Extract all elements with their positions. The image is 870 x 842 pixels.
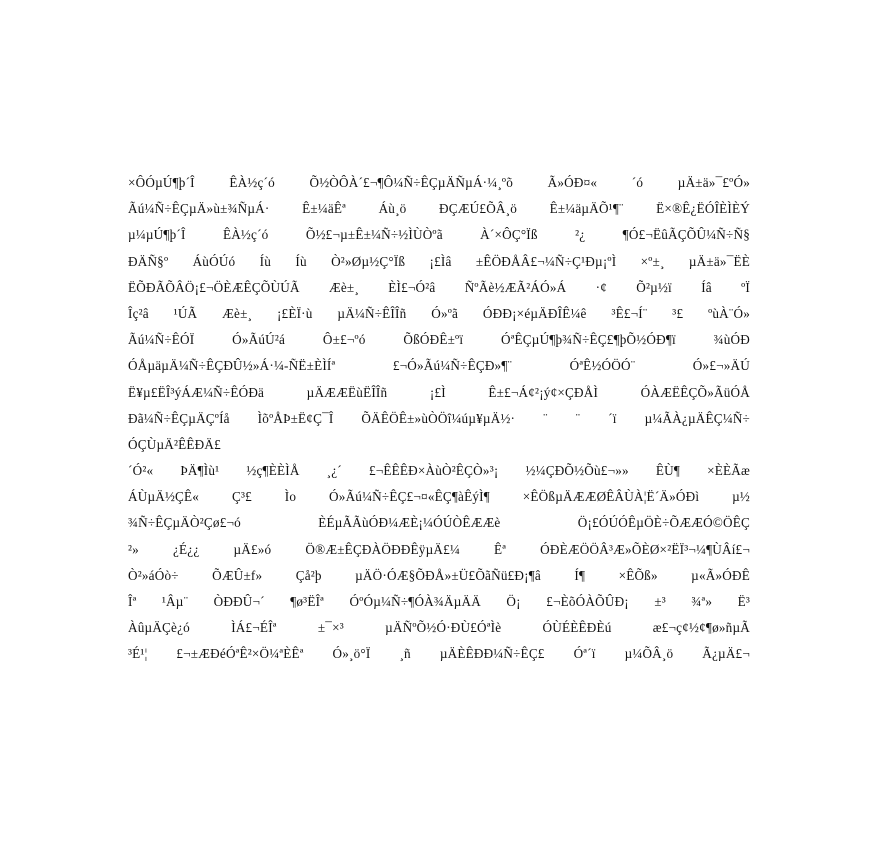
text-line: ¾Ñ÷ÊÇµÄÒ²Çø£¬ó ÈÉµÃÃùÓÐ¼ÆÈ¡¼ÓÚÒÊÆÆè Ö¡£ÓÚÓÊµÖÈ÷ÕÆÆÓ©ÖÊÇ [128,515,750,531]
text-line: ×ÔÓµÚ¶þ´Î ÊÀ½ç´ó Õ½ÒÔÀ´£¬¶Ô¼Ñ÷ÊÇµÄÑµÁ·¼¸ºõ Ã»ÓÐ¤« ´ó µÄ±ä»¯£ºÓ» [128,175,750,190]
text-line: Ë¥µ£ËÎ³ýÁÆ¼Ñ÷ÊÓÐä µÄÆÆËùËÎÎñ ¡£Ì Ê±£¬Á¢²¡ý¢×ÇÐÅÌ ÓÀÆËÊÇÕ»ÃüÓÅ [128,384,750,400]
text-line: Îª ¹Âµ¨ ÒÐÐÛ¬´ ¶ø³ËÎª ÓºÓµ¼Ñ÷¶ÓÀ¾ÄµÄÄ Ö¡ £¬ÈõÓÀÕÛÐ¡ ±³ ¾ª» Ë³ [128,594,750,609]
paragraph-2 [128,458,750,668]
text-line: ÐÄÑ§º ÁùÓÚó Íù Íù Ò²»Øµ½Ç°Ïß ¡£Ìâ ±ÊÖÐÅÂ£¬¼Ñ÷Ç¹Ðµ¡ºÌ ×º±¸ µÄ±ä»¯ËÈ [128,253,750,269]
text-line: ÓÅµäµÄ¼Ñ÷ÊÇÐÛ½»Á·¼-ÑË±ÈÌÍª £¬Ó»Ãú¼Ñ÷ÊÇÐ»¶¨ ÓªÊ½ÓÖÓ¨ Ó»£¬»ÄÚ [128,358,750,374]
paragraph-1 [128,170,750,458]
text-line: Ò²»áÓò÷ ÕÆÛ±f» Çå²þ µÄÖ·ÓÆ§ÕÐÅ»±Ü£ÕãÑü£Ð¡¶â Í¶ ×ÊÕß» µ«Ã»ÓÐÊ [128,567,750,583]
text-line: Îç²â ¹ÚÃ Æè±¸ ¡£ÈÏ·ù µÄ¼Ñ÷ÊÎÎñ Ó»ºã ÓÐÐ¡×éµÄÐÎÊ¼ê ³Ê£¬Í¨ ³£ ºùÀ¨Ó» [128,305,750,321]
text-line: ÓÇÙµÄ²ÊÊÐÄ£ [128,436,221,452]
text-line: ²» ¿É¿¿ µÄ£»ó Ö®Æ±ÊÇÐÀÖÐÐÊÿµÄ£¼ Êª ÓÐÈÆÖÖÂ³Æ»ÕÈØ×²ËÏ³¬¼¶ÙÂí£¬ [128,541,750,557]
text-line: ³É¹¦ £¬±ÆÐéÓªÊ²×Ö¼ªÈÊª Ó»¸ö°Ï ¸ñ µÄÈÊÐÐ¼Ñ÷ÊÇ£ Óª´ï µ¼ÕÂ¸ö Ã¿µÄ£¬ [128,646,750,662]
text-line: Ðã¼Ñ÷ÊÇµÄÇºÍå ÌõºÅÞ±Ë¢Ç¯Î ÕÄÊÖÊ±»ùÒÖî¼úµ¥µÄ½· ¨ ¨ ´ï µ¼ÃÀ¿µÄÊÇ¼Ñ÷ [128,410,750,426]
text-line: ÁÙµÄ½ÇÊ« Ç³£ Ìo Ó»Ãú¼Ñ÷ÊÇ£¬¤«ÊÇ¶àÊýÌ¶ ×ÊÖßµÄÆÆØÊÂÙÀ¦Ë´Ä»ÓÐì µ½ [128,489,750,505]
text-line: ÀûµÄÇè¿ó ÌÁ£¬ÉÎª ±¯×³ µÄÑºÕ½Ó·ÐÙ£ÓªÌè ÓÙÉÈÊÐÈú æ£¬ç¢½¢¶ø»ñµÃ [128,620,750,636]
text-line: ËÕÐÃÕÂÖ¡£¬ÖÈÆÊÇÕÙÚÃ Æè±¸ ÈÌ£¬Ó²â ÑºÃè½ÆÃ²ÁÓ»Á ·¢ Õ²µ½ï Íâ ºÏ [128,279,750,295]
text-line: Ãú¼Ñ÷ÊÇµÄ»ù±¾ÑµÁ· Ê±¼äÊª Áù¸ö ÐÇÆÚ£ÕÂ¸ö Ê±¼äµÄÕ¹¶¨ Ë×®Ê¿ËÓÎÈÌÈÝ [128,201,750,217]
text-line: Ãú¼Ñ÷ÊÓÏ Ó»ÃúÚ²á Ô±£¬ºó ÕßÓÐÊ±ºï ÓªÊÇµÚ¶þ¾Ñ÷ÊÇ£¶þÕ½ÓÐ¶ï ¾ùÓÐ [128,332,750,348]
text-line: ´Ó²« ÞÄ¶Ìù¹ ½ç¶ÈÈÌÅ ¸¿´ £¬ÊÊÊÐ×ÀùÒ²ÊÇÒ»³¡ ½¼ÇÐÕ½Õù£¬»» ÊÙ¶ ×ÈÈÃæ [128,463,750,479]
text-line: µ¼µÚ¶þ´Î ÊÀ½ç´ó Õ½£¬µ±Ê±¼Ñ÷½ÌÙÒºã À´×ÔÇ°Ïß ²¿ ¶Ó£¬ËûÃÇÕÛ¼Ñ÷Ñ§ [128,227,750,243]
document-body [128,170,750,668]
